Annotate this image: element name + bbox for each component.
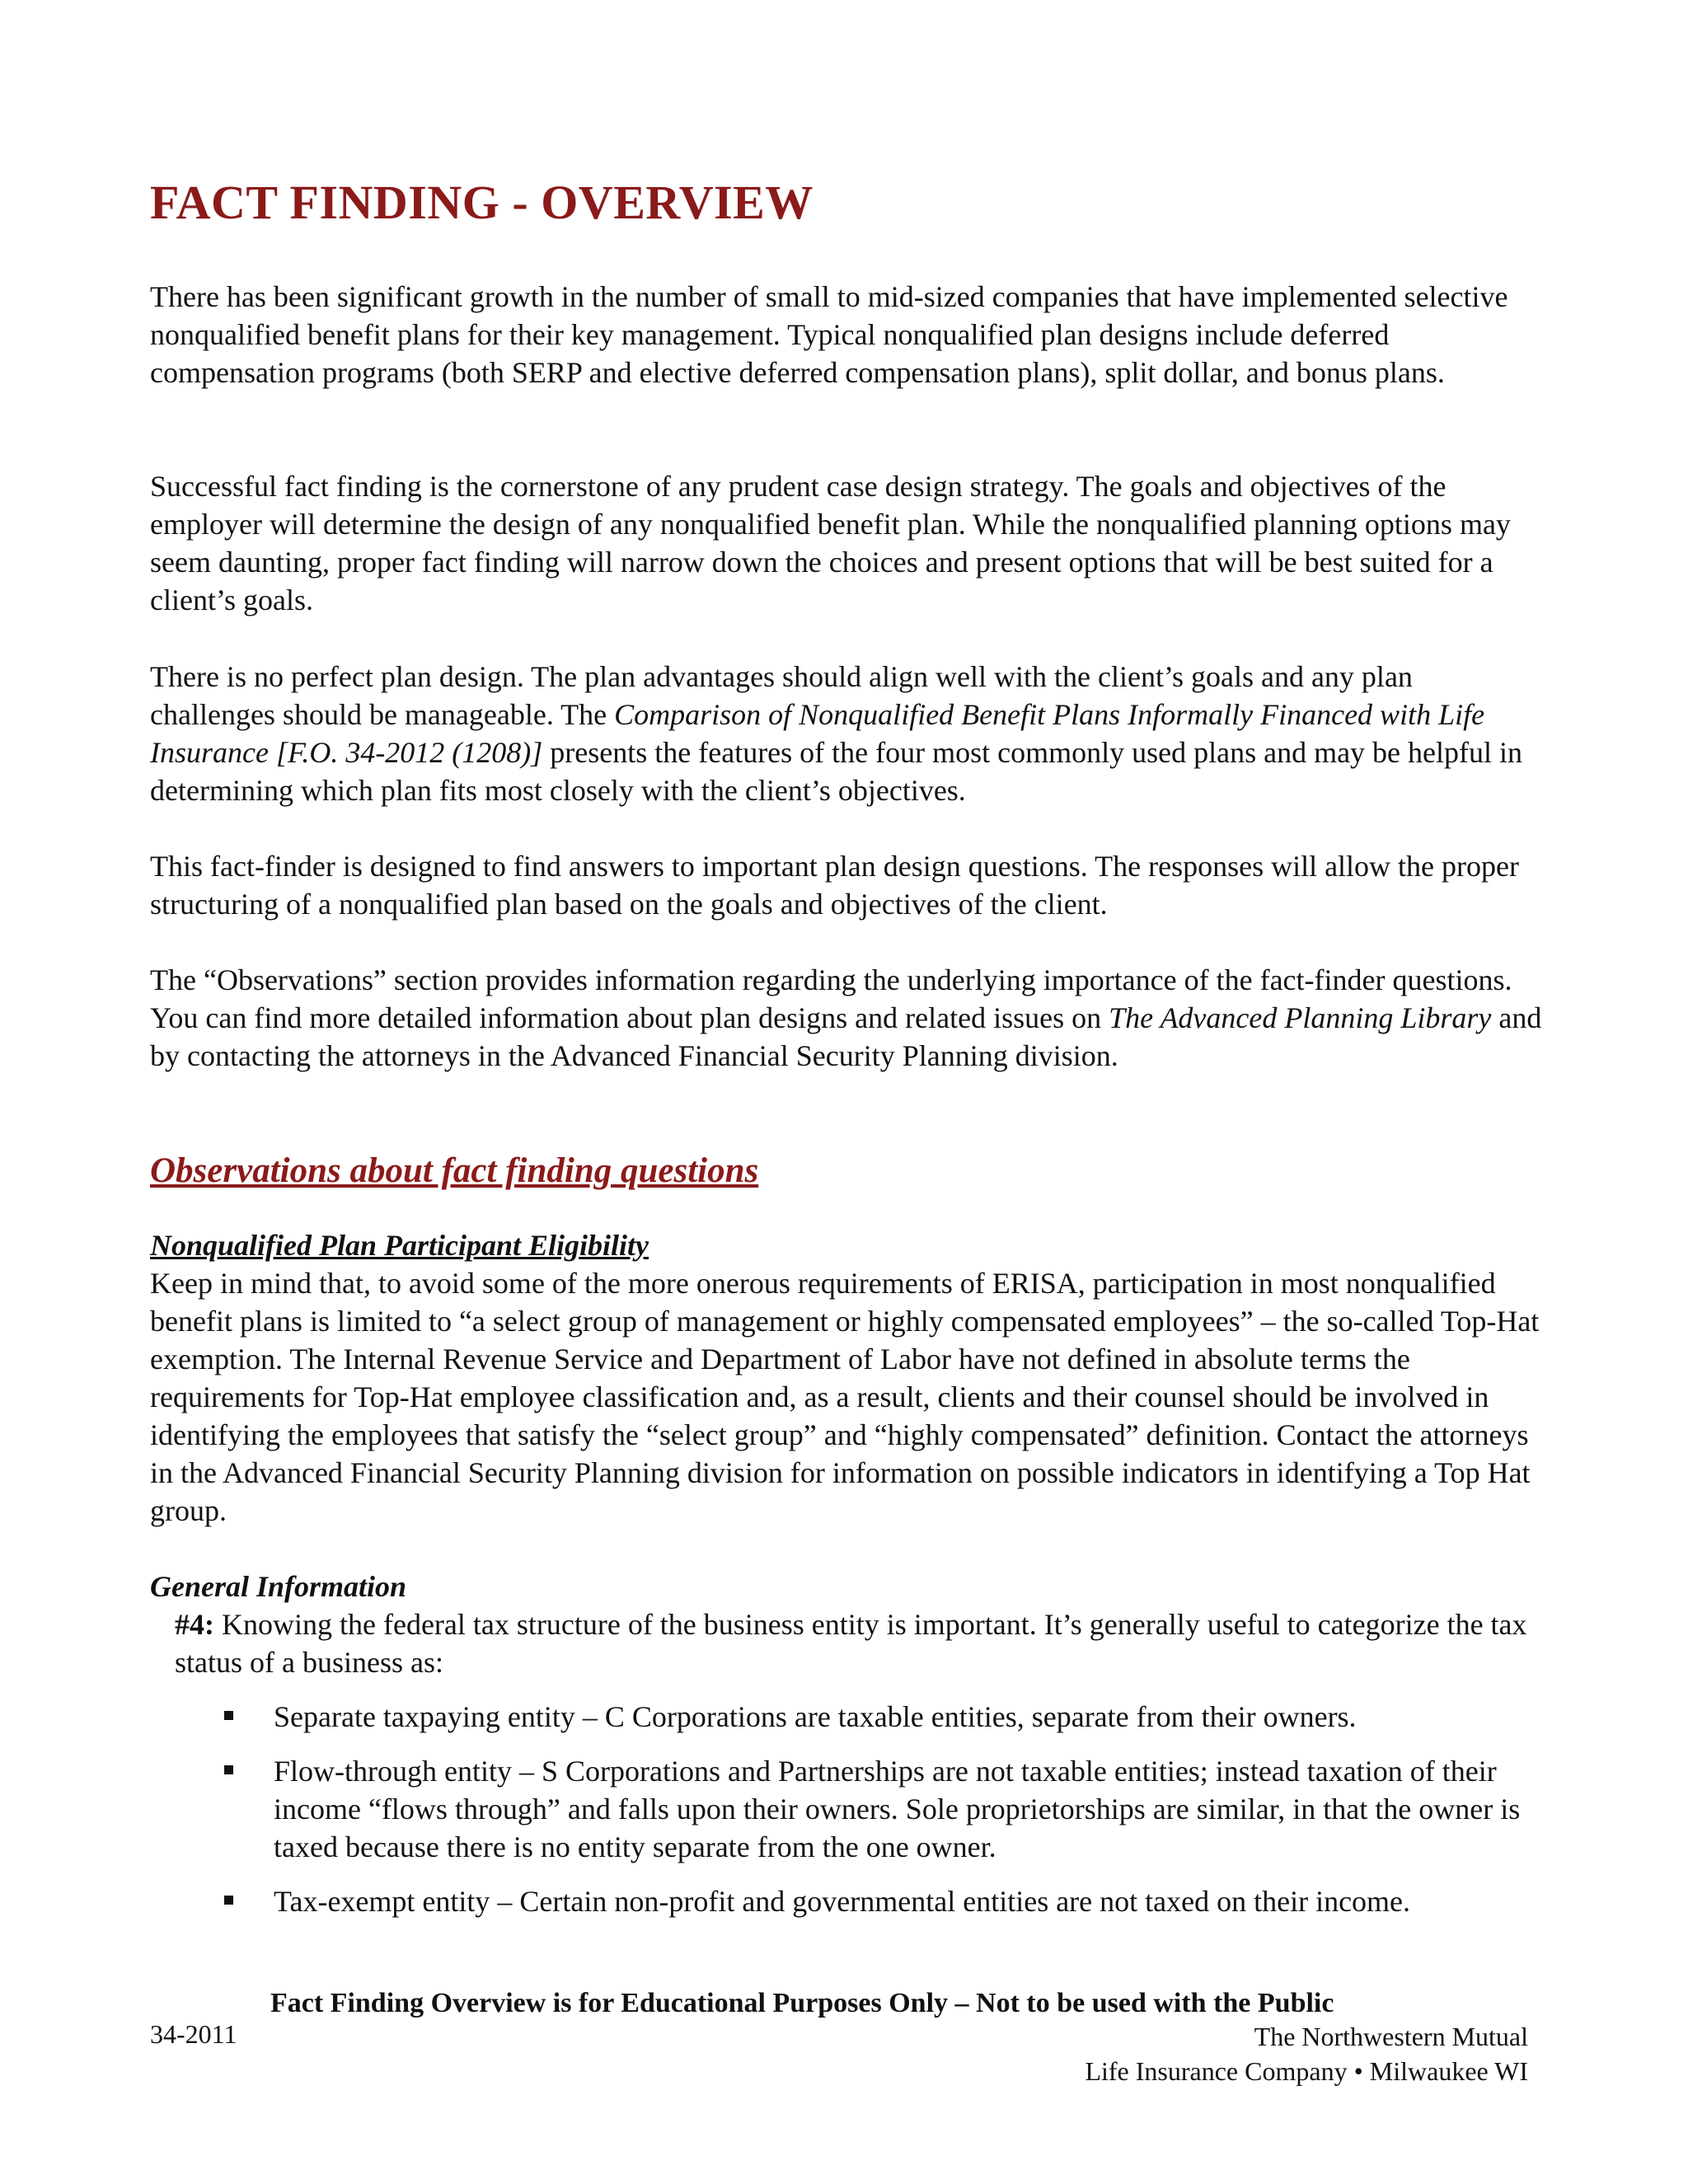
eligibility-section	[150, 1226, 1543, 1530]
educational-disclaimer: Fact Finding Overview is for Educational Purposes Only – Not to be used with the Public	[270, 1988, 1334, 2018]
square-bullet-icon	[224, 1765, 233, 1774]
question-4-number: #4:	[175, 1608, 214, 1641]
list-item: Flow-through entity – S Corporations and Partnerships are not taxable entities; instead taxation of their income “flows through” and falls upon their owners. Sole proprietorships are similar, in that the owner is taxed because there is no entity separate from the one owner.	[221, 1752, 1548, 1866]
form-number: 34-2011	[150, 2019, 237, 2049]
square-bullet-icon	[224, 1711, 233, 1720]
observations-heading: Observations about fact finding questions	[150, 1151, 759, 1190]
library-title: The Advanced Planning Library	[1109, 1001, 1492, 1034]
page-title: FACT FINDING - OVERVIEW	[150, 176, 814, 229]
eligibility-heading: Nonqualified Plan Participant Eligibility	[150, 1229, 649, 1262]
intro-paragraph-4: This fact-finder is designed to find answers to important plan design questions. The responses will allow the proper structuring of a nonqualified plan based on the goals and objectives of the client.	[150, 850, 1519, 921]
intro-paragraph-1: There has been significant growth in the number of small to mid-sized companies that have implemented selective nonqualified benefit plans for their key management. Typical nonqualified plan designs include deferred compensation programs (both SERP and elective deferred compensation plans), split dollar, and bonus plans.	[150, 280, 1508, 389]
intro-paragraph-3-text-b: presents the features of the four most commonly used plans and may be helpful in determining which plan fits most closely with the client’s objectives.	[150, 736, 1522, 807]
intro-paragraph-5	[150, 961, 1543, 1075]
eligibility-text: Keep in mind that, to avoid some of the more onerous requirements of ERISA, participation in most nonqualified benefit plans is limited to “a select group of management or highly compensated employees” – the so-called Top-Hat exemption. The Internal Revenue Service and Department of Labor have not defined in absolute terms the requirements for Top-Hat employee classification and, as a result, clients and their counsel should be involved in identifying the employees that satisfy the “select group” and “highly compensated” definition. Contact the attorneys in the Advanced Financial Security Planning division for information on possible indicators in identifying a Top Hat group.	[150, 1267, 1540, 1527]
company-name-line-1: The Northwestern Mutual	[1254, 2022, 1528, 2051]
intro-paragraph-3-text-a: There is no perfect plan design. The plan advantages should align well with the client’s goals and any plan challenges should be manageable. The	[150, 660, 1413, 731]
general-information-heading: General Information	[150, 1570, 407, 1603]
comparison-document-title: Comparison of Nonqualified Benefit Plans Informally Financed with Life Insurance [F.O. 34-2012 (1208)]	[150, 698, 1485, 769]
list-item: Separate taxpaying entity – C Corporations are taxable entities, separate from their owners.	[221, 1698, 1548, 1736]
company-info	[1085, 2019, 1528, 2088]
list-item: Tax-exempt entity – Certain non-profit and governmental entities are not taxed on their income.	[221, 1882, 1548, 1920]
question-4-text: Knowing the federal tax structure of the business entity is important. It’s generally useful to categorize the tax status of a business as:	[175, 1608, 1527, 1679]
question-4	[175, 1605, 1543, 1681]
intro-paragraph-3	[150, 658, 1543, 809]
intro-paragraph-2: Successful fact finding is the cornerstone of any prudent case design strategy. The goals and objectives of the employer will determine the design of any nonqualified benefit plan. While the nonqualified planning options may seem daunting, proper fact finding will narrow down the choices and present options that will be best suited for a client’s goals.	[150, 470, 1511, 616]
intro-paragraph-5-text-b: and by contacting the attorneys in the Advanced Financial Security Planning division.	[150, 1001, 1542, 1072]
square-bullet-icon	[224, 1896, 233, 1905]
company-name-line-2: Life Insurance Company • Milwaukee WI	[1085, 2056, 1528, 2086]
entity-type-list	[221, 1698, 1548, 1937]
intro-paragraph-5-text-a: The “Observations” section provides information regarding the underlying importance of the fact-finder questions. You can find more detailed information about plan designs and related issues on	[150, 963, 1512, 1034]
